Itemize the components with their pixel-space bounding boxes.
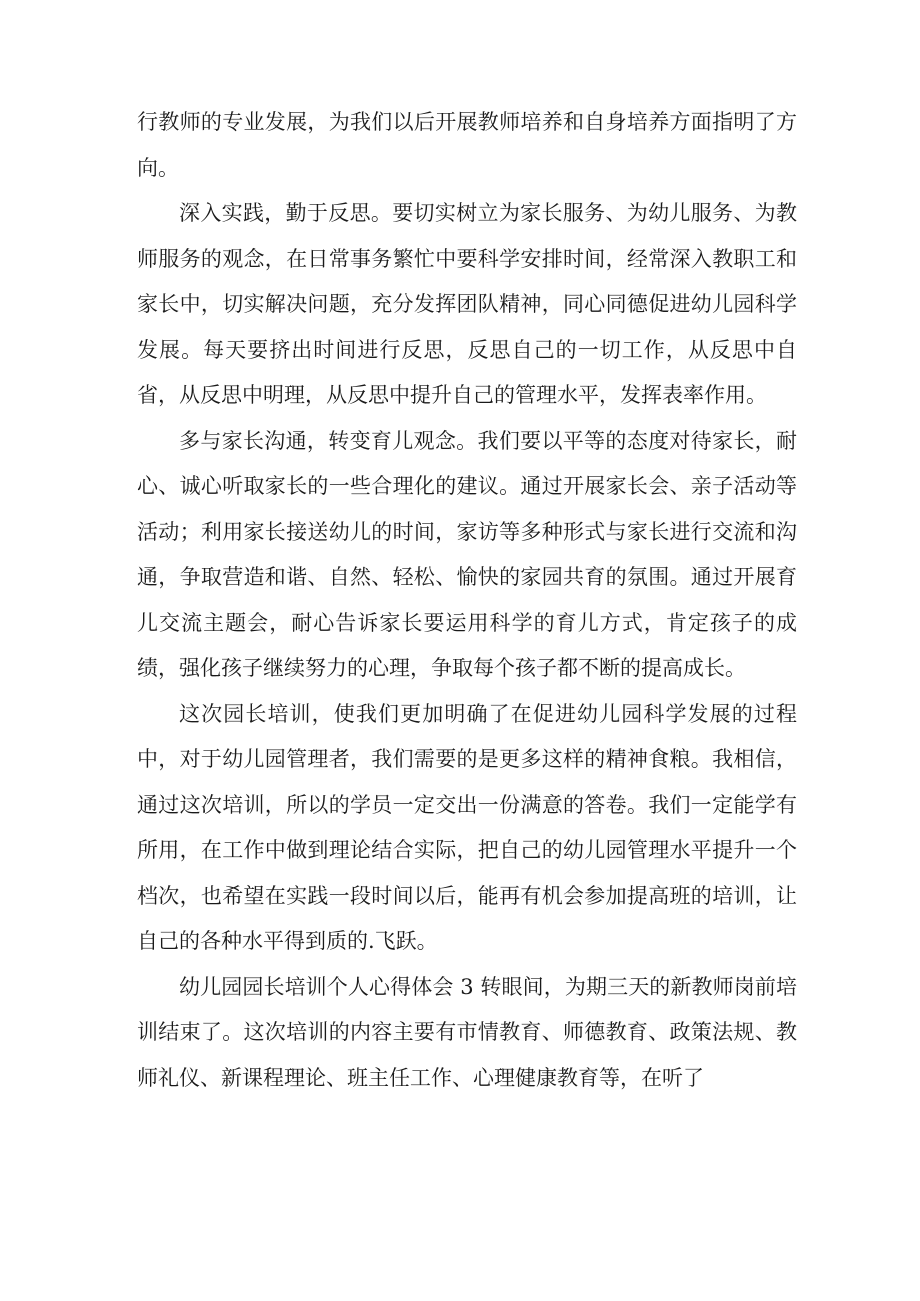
paragraph-training-summary: 这次园长培训，使我们更加明确了在促进幼儿园科学发展的过程中，对于幼儿园管理者，我们需要的是更多这样的精神食粮。我相信，通过这次培训，所以的学员一定交出一份满意的答卷。我们一定能学有所用，在工作中做到理论结合实际，把自己的幼儿园管理水平提升一个档次，也希望在实践一段时间以后，能再有机会参加提高班的培训，让自己的各种水平得到质的.飞跃。 xyxy=(137,701,797,953)
paragraph-practice-reflection: 深入实践，勤于反思。要切实树立为家长服务、为幼儿服务、为教师服务的观念，在日常事务繁忙中要科学安排时间，经常深入教职工和家长中，切实解决问题，充分发挥团队精神，同心同德促进幼儿园科学发展。每天要挤出时间进行反思，反思自己的一切工作，从反思中自省，从反思中明理，从反思中提升自己的管理水平，发挥表率作用。 xyxy=(137,201,797,407)
paragraph-continuation: 行教师的专业发展，为我们以后开展教师培养和自身培养方面指明了方向。 xyxy=(137,110,797,180)
paragraph-parent-communication: 多与家长沟通，转变育儿观念。我们要以平等的态度对待家长，耐心、诚心听取家长的一些合理化的建议。通过开展家长会、亲子活动等活动；利用家长接送幼儿的时间，家访等多种形式与家长进行交流和沟通，争取营造和谐、自然、轻松、愉快的家园共育的氛围。通过开展育儿交流主题会，耐心告诉家长要运用科学的育儿方式，肯定孩子的成绩，强化孩子继续努力的心理，争取每个孩子都不断的提高成长。 xyxy=(137,428,797,680)
paragraph-reflection-3: 幼儿园园长培训个人心得体会 3 转眼间，为期三天的新教师岗前培训结束了。这次培训的内容主要有市情教育、师德教育、政策法规、教师礼仪、新课程理论、班主任工作、心理健康教育等，在听了 xyxy=(137,974,797,1090)
document-body xyxy=(137,100,797,1101)
